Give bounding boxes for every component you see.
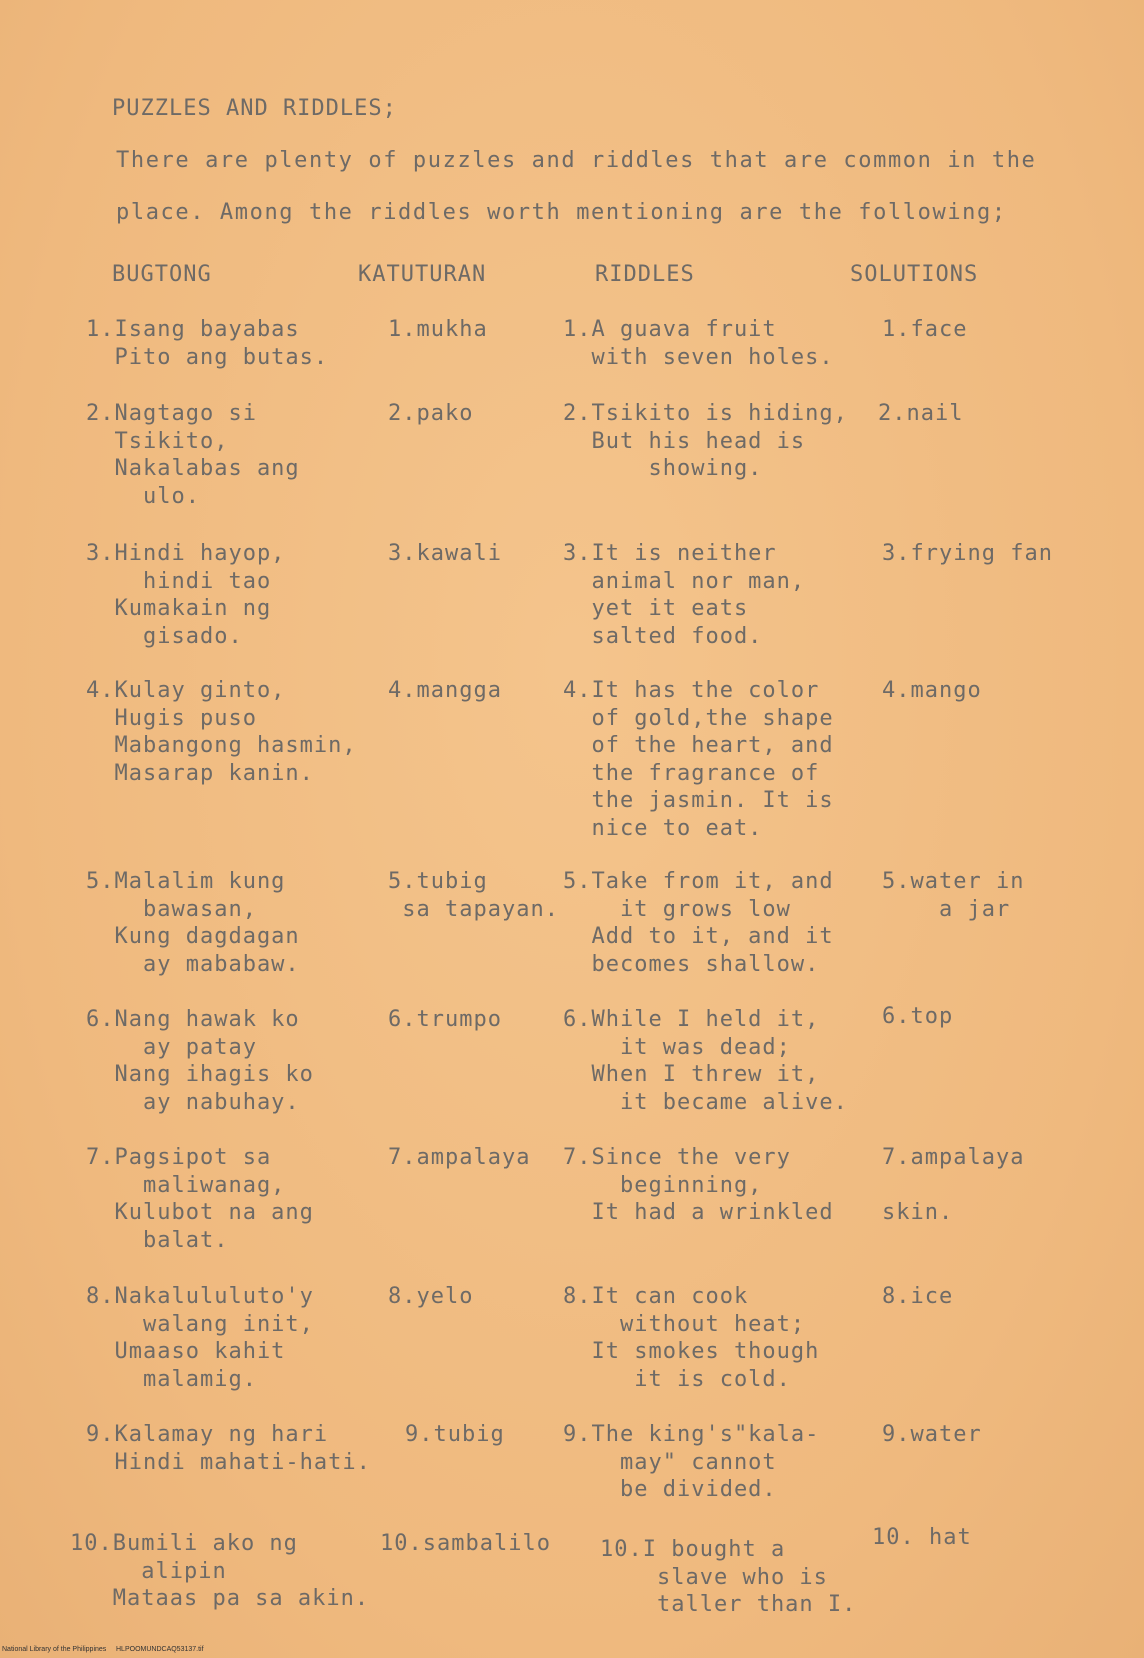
bugtong-8: 8.Nakalululuto'y walang init, Umaaso kahit malamig. bbox=[86, 1284, 314, 1392]
solution-6: 6.top bbox=[882, 1004, 954, 1029]
page-heading: PUZZLES AND RIDDLES; bbox=[112, 96, 397, 121]
solution-1: 1.face bbox=[882, 317, 968, 342]
katuturan-3: 3.kawali bbox=[388, 541, 502, 566]
column-header-bugtong: BUGTONG bbox=[112, 262, 212, 287]
solution-3: 3.frying fan bbox=[882, 541, 1053, 566]
riddle-8: 8.It can cook without heat; It smokes though it is cold. bbox=[563, 1284, 820, 1392]
bugtong-4: 4.Kulay ginto, Hugis puso Mabangong hasmin, Masarap kanin. bbox=[86, 678, 357, 786]
bugtong-10: 10.Bumili ako ng alipin Mataas pa sa akin. bbox=[70, 1531, 370, 1611]
riddle-1: 1.A guava fruit with seven holes. bbox=[563, 317, 834, 370]
riddle-9: 9.The king's"kala- may" cannot be divided. bbox=[563, 1422, 820, 1502]
bugtong-9: 9.Kalamay ng hari Hindi mahati-hati. bbox=[86, 1422, 371, 1475]
solution-10: 10. hat bbox=[872, 1525, 972, 1550]
archive-footer: National Library of the Philippines HLPOOMUNDCAQ53137.tif bbox=[2, 1646, 204, 1653]
intro-line-2: place. Among the riddles worth mentioning are the following; bbox=[116, 200, 1007, 225]
katuturan-2: 2.pako bbox=[388, 401, 474, 426]
column-header-katuturan: KATUTURAN bbox=[358, 262, 487, 287]
riddle-2: 2.Tsikito is hiding, But his head is showing. bbox=[563, 401, 848, 481]
riddle-5: 5.Take from it, and it grows low Add to it, and it becomes shallow. bbox=[563, 869, 834, 977]
bugtong-5: 5.Malalim kung bawasan, Kung dagdagan ay mababaw. bbox=[86, 869, 300, 977]
katuturan-6: 6.trumpo bbox=[388, 1007, 502, 1032]
bugtong-2: 2.Nagtago si Tsikito, Nakalabas ang ulo. bbox=[86, 401, 300, 509]
solution-9: 9.water bbox=[882, 1422, 982, 1447]
bugtong-6: 6.Nang hawak ko ay patay Nang ihagis ko ay nabuhay. bbox=[86, 1007, 314, 1115]
solution-5: 5.water in a jar bbox=[882, 869, 1025, 922]
katuturan-8: 8.yelo bbox=[388, 1284, 474, 1309]
riddle-10: 10.I bought a slave who is taller than I. bbox=[600, 1537, 857, 1617]
riddle-7: 7.Since the very beginning, It had a wrinkled bbox=[563, 1145, 834, 1225]
katuturan-10: 10.sambalilo bbox=[380, 1531, 551, 1556]
column-header-riddles: RIDDLES bbox=[595, 262, 695, 287]
katuturan-9: 9.tubig bbox=[405, 1422, 505, 1447]
solution-7: 7.ampalaya skin. bbox=[882, 1145, 1025, 1225]
riddle-4: 4.It has the color of gold,the shape of the heart, and the fragrance of the jasmin. It is nice to eat. bbox=[563, 678, 834, 841]
intro-line-1: There are plenty of puzzles and riddles that are common in the bbox=[116, 148, 1037, 173]
katuturan-7: 7.ampalaya bbox=[388, 1145, 531, 1170]
solution-4: 4.mango bbox=[882, 678, 982, 703]
bugtong-7: 7.Pagsipot sa maliwanag, Kulubot na ang balat. bbox=[86, 1145, 314, 1253]
solution-2: 2.nail bbox=[878, 401, 964, 426]
riddle-6: 6.While I held it, it was dead; When I threw it, it became alive. bbox=[563, 1007, 848, 1115]
solution-8: 8.ice bbox=[882, 1284, 954, 1309]
riddle-3: 3.It is neither animal nor man, yet it eats salted food. bbox=[563, 541, 806, 649]
column-header-solutions: SOLUTIONS bbox=[850, 262, 979, 287]
katuturan-1: 1.mukha bbox=[388, 317, 488, 342]
katuturan-5: 5.tubig sa tapayan. bbox=[388, 869, 559, 922]
bugtong-1: 1.Isang bayabas Pito ang butas. bbox=[86, 317, 329, 370]
katuturan-4: 4.mangga bbox=[388, 678, 502, 703]
bugtong-3: 3.Hindi hayop, hindi tao Kumakain ng gisado. bbox=[86, 541, 286, 649]
